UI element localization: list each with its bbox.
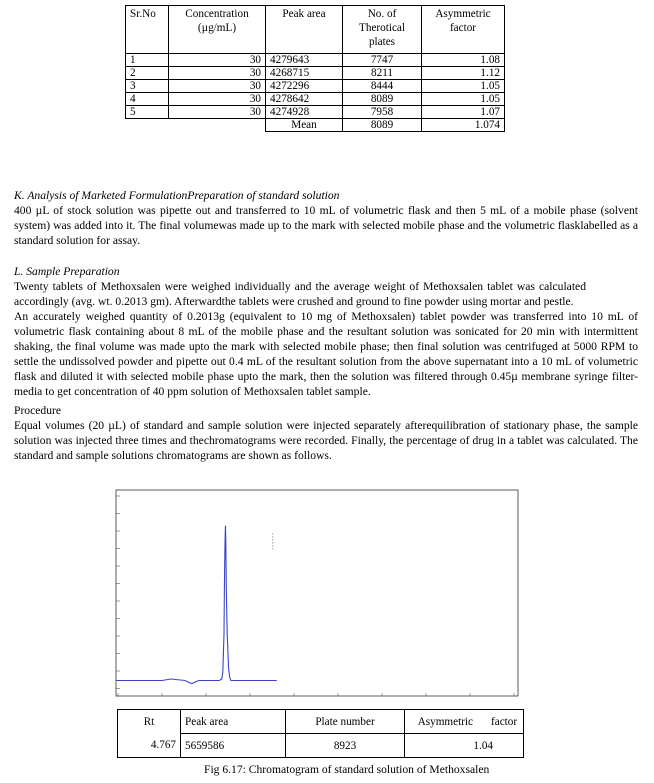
plot-frame bbox=[116, 490, 518, 696]
cell-plates: 8211 bbox=[343, 67, 422, 80]
cell-asymmetry: 1.05 bbox=[422, 80, 505, 93]
cell-mean-asymmetry: 1.074 bbox=[422, 119, 505, 132]
section-k-heading: K. Analysis of Marketed FormulationPreparation of standard solution bbox=[14, 189, 340, 202]
section-l-paragraph-1: Twenty tablets of Methoxsalen were weighed individually and the average weight of Methoxsalen tablet was calculated accordingly (avg. wt. 0.2013 gm). Afterwardthe tablets were crushed and ground to fine powder using mortar and pestle. bbox=[14, 280, 586, 308]
cell-srno: 1 bbox=[126, 54, 169, 67]
section-k-text: 400 µL of stock solution was pipette out and transferred to 10 mL of volumetric flask and then 5 mL of a mobile phase (solvent system) was added into it. The final volumewas made up to the mark with selected mobile phase and the volumetric flasklabelled as a standard solution for assay. bbox=[14, 204, 638, 247]
section-l-heading: L. Sample Preparation bbox=[14, 265, 120, 278]
table-row bbox=[126, 54, 505, 67]
table-row bbox=[126, 67, 505, 80]
header-peak-area: Peak area bbox=[266, 6, 343, 54]
cell-peak-area: 4274928 bbox=[266, 106, 343, 119]
cell-plates: 8444 bbox=[343, 80, 422, 93]
table-header-row bbox=[126, 6, 505, 54]
marker-dot bbox=[272, 539, 273, 540]
cell-concentration: 30 bbox=[169, 93, 266, 106]
cell-plates: 7958 bbox=[343, 106, 422, 119]
cell-mean-plates: 8089 bbox=[343, 119, 422, 132]
header-theoretical-plates: No. of Therotical plates bbox=[343, 6, 422, 54]
header-srno: Sr.No bbox=[126, 6, 169, 54]
table-mean-row bbox=[126, 119, 505, 132]
chromatogram-trace bbox=[116, 526, 277, 684]
standard-result-table bbox=[117, 709, 524, 758]
marker-dot bbox=[272, 536, 273, 537]
cell-asymmetry: 1.08 bbox=[422, 54, 505, 67]
header-peak-area: Peak area bbox=[181, 710, 286, 734]
cell-mean-label: Mean bbox=[266, 119, 343, 132]
marker-dot bbox=[272, 548, 273, 549]
value-plate-number: 8923 bbox=[286, 734, 405, 758]
table-row bbox=[126, 93, 505, 106]
marker-dot bbox=[272, 533, 273, 534]
cell-peak-area: 4278642 bbox=[266, 93, 343, 106]
cell-plates: 7747 bbox=[343, 54, 422, 67]
cell-asymmetry: 1.07 bbox=[422, 106, 505, 119]
header-asymmetric: Asymmetric bbox=[405, 710, 478, 734]
chromatogram-chart bbox=[112, 488, 522, 703]
value-rt: 4.767 bbox=[118, 734, 181, 758]
cell-srno: 3 bbox=[126, 80, 169, 93]
result-value-row bbox=[118, 734, 524, 758]
header-rt: Rt bbox=[118, 710, 181, 734]
value-asymmetric-factor: 1.04 bbox=[405, 734, 524, 758]
table-row bbox=[126, 80, 505, 93]
cell-concentration: 30 bbox=[169, 106, 266, 119]
cell-srno: 4 bbox=[126, 93, 169, 106]
figure-caption: Fig 6.17: Chromatogram of standard solution of Methoxsalen bbox=[204, 763, 490, 776]
system-suitability-table bbox=[125, 5, 505, 132]
cell-peak-area: 4272296 bbox=[266, 80, 343, 93]
cell-concentration: 30 bbox=[169, 67, 266, 80]
cell-srno: 5 bbox=[126, 106, 169, 119]
marker-dot bbox=[272, 545, 273, 546]
cell-asymmetry: 1.12 bbox=[422, 67, 505, 80]
cell-asymmetry: 1.05 bbox=[422, 93, 505, 106]
cell-srno: 2 bbox=[126, 67, 169, 80]
procedure-heading: Procedure bbox=[14, 404, 61, 417]
section-l-paragraph-2: An accurately weighed quantity of 0.2013g (equivalent to 10 mg of Methoxsalen) tablet powder was transferred into 10 mL of volumetric flask containing about 8 mL of the mobile phase and the resultant solution was sonicated for 20 min with intermittent shaking, the final volume was made upto the mark with selected mobile phase; then final solution was centrifuged at 5000 RPM to settle the undissolved powder and pipette out 0.4 mL of the resultant solution from the above supernatant into a 10 mL of volumetric flask and diluted it with selected mobile phase upto the mark, then the solution was filtered through 0.45µ membrane syringe filter-media to get concentration of 40 ppm solution of Methoxsalen tablet sample. bbox=[14, 310, 638, 398]
result-header-row bbox=[118, 710, 524, 734]
header-plate-number: Plate number bbox=[286, 710, 405, 734]
header-concentration: Concentration (µg/mL) bbox=[169, 6, 266, 54]
header-factor: factor bbox=[477, 710, 524, 734]
cell-concentration: 30 bbox=[169, 54, 266, 67]
value-peak-area: 5659586 bbox=[181, 734, 286, 758]
procedure-text: Equal volumes (20 µL) of standard and sample solution were injected separately afterequilibration of stationary phase, the sample solution was injected three times and thechromatograms were recorded. Finally, the percentage of drug in a tablet was calculated. The standard and sample solutions chromatograms are shown as follows. bbox=[14, 419, 638, 462]
cell-peak-area: 4268715 bbox=[266, 67, 343, 80]
cell-plates: 8089 bbox=[343, 93, 422, 106]
cell-peak-area: 4279643 bbox=[266, 54, 343, 67]
header-asymmetric-factor: Asymmetric factor bbox=[422, 6, 505, 54]
table-row bbox=[126, 106, 505, 119]
marker-dot bbox=[272, 542, 273, 543]
cell-concentration: 30 bbox=[169, 80, 266, 93]
